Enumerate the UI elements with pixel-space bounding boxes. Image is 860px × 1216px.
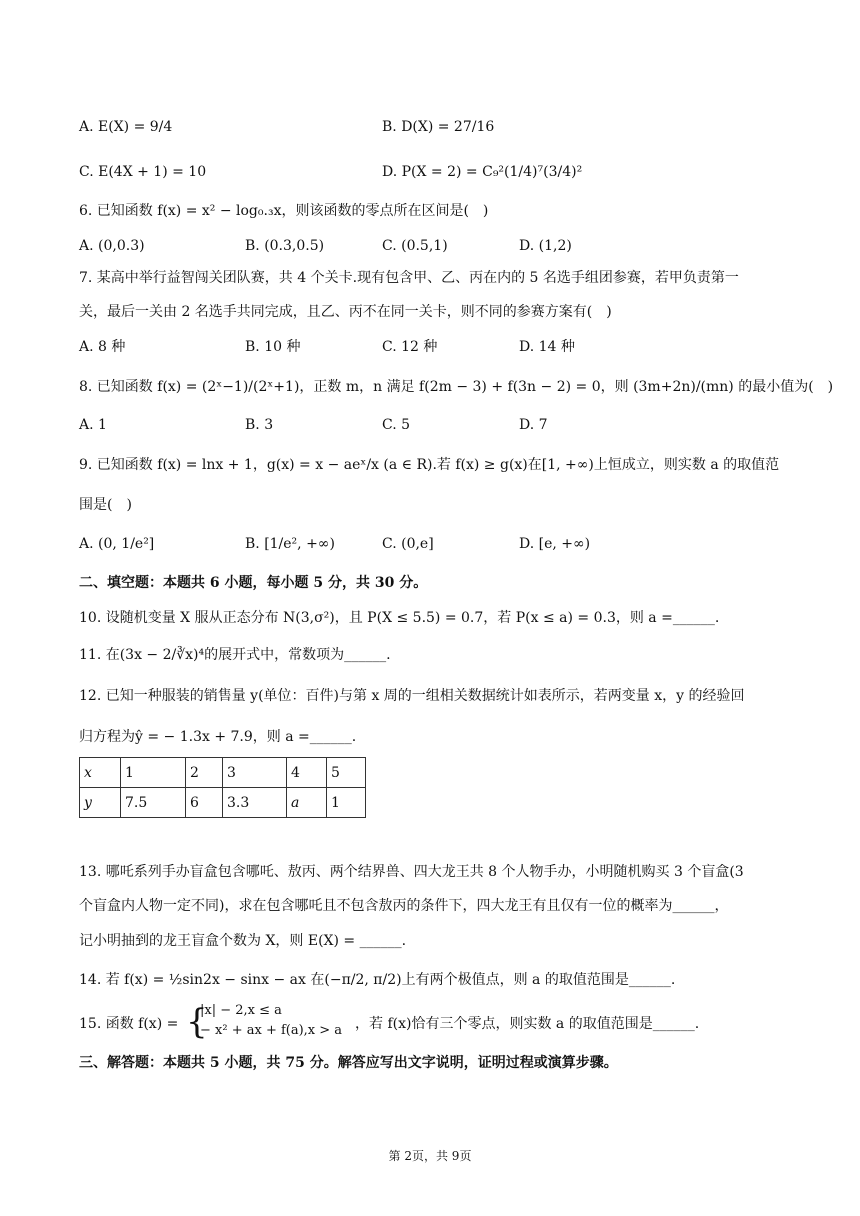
q9-option-b: B. [1/e², +∞) <box>245 536 335 552</box>
table-cell: 4 <box>287 758 327 788</box>
q9-stem-line2: 围是( ) <box>79 497 132 513</box>
q12-stem-line2: 归方程为ŷ = − 1.3x + 7.9，则 a =______. <box>79 729 357 745</box>
q5-option-b: B. D(X) = 27/16 <box>382 119 495 135</box>
table-cell: 6 <box>186 788 223 818</box>
q7-stem-line1: 7. 某高中举行益智闯关团队赛，共 4 个关卡.现有包含甲、乙、丙在内的 5 名选手组团参赛，若甲负责第一 <box>79 270 739 286</box>
table-cell: 7.5 <box>121 788 186 818</box>
q14-stem: 14. 若 f(x) = ½sin2x − sinx − ax 在(−π/2, π/2)上有两个极值点，则 a 的取值范围是______. <box>79 972 676 988</box>
q6-stem: 6. 已知函数 f(x) = x² − log₀.₃x，则该函数的零点所在区间是( ) <box>79 203 489 219</box>
q11-stem: 11. 在(3x − 2/∛x)⁴的展开式中，常数项为______. <box>79 647 391 663</box>
q7-stem-line2: 关，最后一关由 2 名选手共同完成，且乙、丙不在同一关卡，则不同的参赛方案有( ) <box>79 304 612 320</box>
q6-option-d: D. (1,2) <box>519 238 572 254</box>
section-heading-solutions: 三、解答题：本题共 5 小题，共 75 分。解答应写出文字说明，证明过程或演算步骤。 <box>79 1055 618 1071</box>
q13-line1: 13. 哪吒系列手办盲盒包含哪吒、敖丙、两个结界兽、四大龙王共 8 个人物手办，小明随机购买 3 个盲盒(3 <box>79 864 744 880</box>
q15-suffix: ，若 f(x)恰有三个零点，则实数 a 的取值范围是______. <box>355 1016 700 1032</box>
q13-line2: 个盲盒内人物一定不同)，求在包含哪吒且不包含敖丙的条件下，四大龙王有且仅有一位的概率为______， <box>79 898 729 914</box>
q8-option-c: C. 5 <box>382 417 411 433</box>
table-cell: 3 <box>223 758 287 788</box>
q9-option-d: D. [e, +∞) <box>519 536 591 552</box>
q6-option-c: C. (0.5,1) <box>382 238 448 254</box>
table-cell: 1 <box>121 758 186 788</box>
table-cell: 5 <box>327 758 366 788</box>
q15-case1: |x| − 2,x ≤ a <box>200 1003 282 1018</box>
q7-option-d: D. 14 种 <box>519 339 575 355</box>
q8-option-d: D. 7 <box>519 417 548 433</box>
q7-option-b: B. 10 种 <box>245 339 301 355</box>
q9-option-c: C. (0,e] <box>382 536 434 552</box>
q5-option-c: C. E(4X + 1) = 10 <box>79 164 207 180</box>
table-row <box>80 788 366 818</box>
table-cell: 2 <box>186 758 223 788</box>
q6-option-b: B. (0.3,0.5) <box>245 238 325 254</box>
q15-brace: { <box>186 1002 208 1042</box>
q15-prefix: 15. 函数 f(x) = <box>79 1016 179 1032</box>
q5-option-d: D. P(X = 2) = C₉²(1/4)⁷(3/4)² <box>382 164 583 180</box>
q13-line3: 记小明抽到的龙王盲盒个数为 X，则 E(X) = ______. <box>79 933 407 949</box>
q12-data-table <box>79 757 366 818</box>
table-cell: 1 <box>327 788 366 818</box>
q6-option-a: A. (0,0.3) <box>79 238 145 254</box>
table-header-y: y <box>80 788 121 818</box>
q12-stem-line1: 12. 已知一种服装的销售量 y(单位：百件)与第 x 周的一组相关数据统计如表所示，若两变量 x，y 的经验回 <box>79 688 745 704</box>
table-cell: 3.3 <box>223 788 287 818</box>
q5-option-a: A. E(X) = 9/4 <box>79 119 173 135</box>
table-header-x: x <box>80 758 121 788</box>
table-cell: a <box>287 788 327 818</box>
page-footer: 第 2页，共 9页 <box>388 1149 472 1163</box>
q10-stem: 10. 设随机变量 X 服从正态分布 N(3,σ²)，且 P(X ≤ 5.5) = 0.7，若 P(x ≤ a) = 0.3，则 a =______. <box>79 610 720 626</box>
q7-option-a: A. 8 种 <box>79 339 126 355</box>
table-row <box>80 758 366 788</box>
q9-option-a: A. (0, 1/e²] <box>79 536 155 552</box>
q7-option-c: C. 12 种 <box>382 339 438 355</box>
q15-case2: − x² + ax + f(a),x > a <box>200 1023 343 1038</box>
q9-stem-line1: 9. 已知函数 f(x) = lnx + 1，g(x) = x − aeˣ/x (a ∈ R).若 f(x) ≥ g(x)在[1, +∞)上恒成立，则实数 a 的取值范 <box>79 457 780 473</box>
q8-option-a: A. 1 <box>79 417 107 433</box>
q8-stem: 8. 已知函数 f(x) = (2ˣ−1)/(2ˣ+1)，正数 m，n 满足 f(2m − 3) + f(3n − 2) = 0，则 (3m+2n)/(mn) 的最小值为( ) <box>79 379 834 395</box>
section-heading-fill-in: 二、填空题：本题共 6 小题，每小题 5 分，共 30 分。 <box>79 575 428 591</box>
q8-option-b: B. 3 <box>245 417 274 433</box>
